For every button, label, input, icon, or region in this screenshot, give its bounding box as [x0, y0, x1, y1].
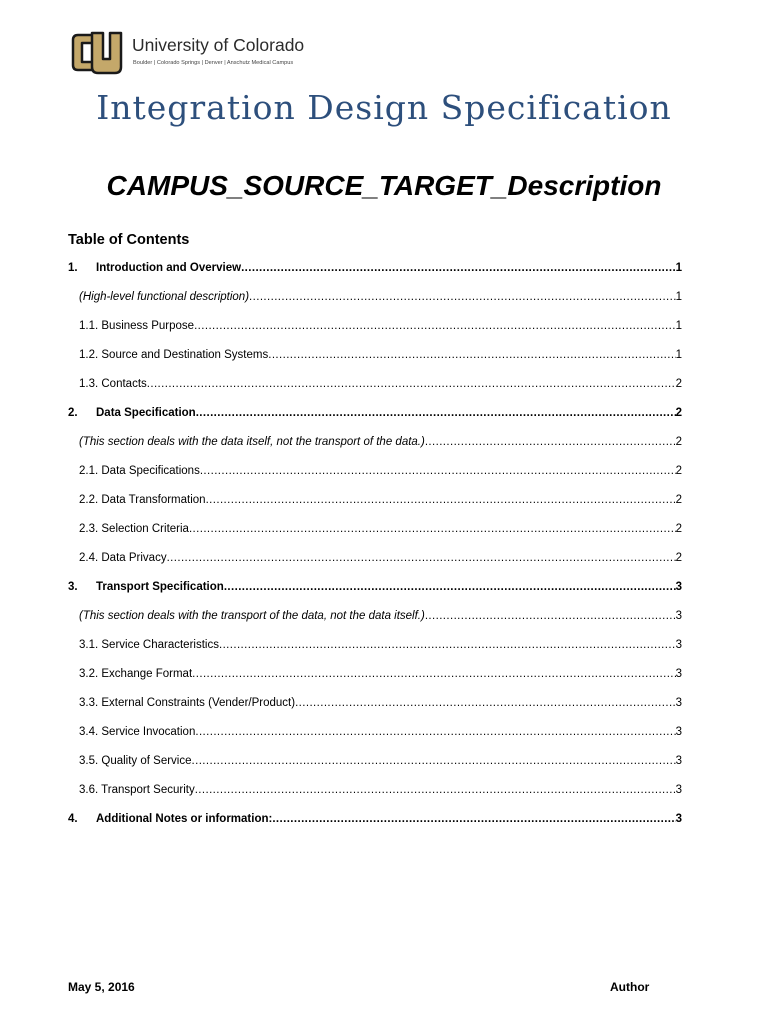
toc-page-number: 3: [675, 784, 682, 796]
university-logo: [70, 29, 330, 77]
toc-page-number: 3: [675, 813, 682, 825]
toc-section-number: 2.: [68, 407, 78, 419]
university-name: University of Colorado: [132, 35, 305, 55]
table-of-contents: [68, 258, 682, 838]
toc-entry-3-1[interactable]: [68, 635, 682, 664]
document-title: Integration Design Specification: [96, 88, 672, 127]
toc-entry-label: 2.3. Selection Criteria: [79, 523, 189, 535]
toc-entry-label: 3.1. Service Characteristics: [79, 639, 219, 651]
toc-page-number: 2: [675, 436, 682, 448]
toc-page-number: 3: [675, 755, 682, 767]
toc-entry-2-1[interactable]: [68, 461, 682, 490]
toc-entry-3-4[interactable]: [68, 722, 682, 751]
toc-entry-3-6[interactable]: [68, 780, 682, 809]
toc-entry-label: 1.1. Business Purpose: [79, 320, 195, 332]
toc-page-number: 3: [675, 610, 682, 622]
toc-entry-label: 1.2. Source and Destination Systems: [79, 349, 269, 361]
toc-entry-label: 3.2. Exchange Format: [79, 668, 193, 680]
toc-entry-label: (This section deals with the transport of the data, not the data itself.): [79, 610, 425, 622]
toc-entry-label: Additional Notes or information:: [96, 813, 273, 825]
toc-section-number: 4.: [68, 813, 78, 825]
toc-entry-1-1[interactable]: [68, 316, 682, 345]
toc-page-number: 3: [675, 639, 682, 651]
toc-page-number: 3: [675, 697, 682, 709]
toc-section-number: 1.: [68, 262, 78, 274]
toc-page-number: 3: [675, 726, 682, 738]
toc-heading: Table of Contents: [68, 232, 190, 248]
toc-page-number: 2: [675, 494, 682, 506]
toc-page-number: 2: [675, 378, 682, 390]
toc-entry-label: 2.1. Data Specifications: [79, 465, 200, 477]
toc-page-number: 2: [675, 552, 682, 564]
toc-entry-label: 3.5. Quality of Service: [79, 755, 192, 767]
footer-author: Author: [610, 980, 650, 994]
toc-entry-3-5[interactable]: [68, 751, 682, 780]
toc-entry-label: (High-level functional description): [79, 291, 250, 303]
toc-page-number: 1: [675, 320, 682, 332]
toc-entry-section-1[interactable]: [68, 258, 682, 287]
toc-entry-label: 3.6. Transport Security: [79, 784, 195, 796]
toc-entry-section-2[interactable]: [68, 403, 682, 432]
toc-entry-1-2[interactable]: [68, 345, 682, 374]
toc-page-number: 1: [675, 291, 682, 303]
toc-page-number: 2: [675, 465, 682, 477]
toc-page-number: 3: [675, 668, 682, 680]
document-subtitle: CAMPUS_SOURCE_TARGET_Description: [106, 170, 662, 201]
footer-date: May 5, 2016: [68, 980, 135, 994]
toc-entry-3-3[interactable]: [68, 693, 682, 722]
toc-entry-2-4[interactable]: [68, 548, 682, 577]
toc-entry-label: 2.4. Data Privacy: [79, 552, 167, 564]
toc-entry-1-3[interactable]: [68, 374, 682, 403]
toc-entry-3-2[interactable]: [68, 664, 682, 693]
toc-entry-label: Transport Specification: [96, 581, 224, 593]
toc-entry-note[interactable]: [68, 606, 682, 635]
toc-entry-label: Introduction and Overview: [96, 262, 242, 274]
toc-page-number: 2: [675, 407, 682, 419]
toc-page-number: 3: [675, 581, 682, 593]
toc-entry-2-2[interactable]: [68, 490, 682, 519]
toc-entry-label: Data Specification: [96, 407, 196, 419]
toc-entry-label: (This section deals with the data itself, not the transport of the data.): [79, 436, 425, 448]
toc-section-number: 3.: [68, 581, 78, 593]
toc-page-number: 1: [675, 262, 682, 274]
cu-logo-icon: [70, 29, 124, 77]
toc-entry-section-4[interactable]: [68, 809, 682, 838]
toc-page-number: 2: [675, 523, 682, 535]
toc-entry-label: 3.4. Service Invocation: [79, 726, 196, 738]
toc-entry-label: 1.3. Contacts: [79, 378, 147, 390]
toc-entry-label: 3.3. External Constraints (Vender/Product): [79, 697, 296, 709]
toc-page-number: 1: [675, 349, 682, 361]
toc-entry-section-3[interactable]: [68, 577, 682, 606]
toc-entry-label: 2.2. Data Transformation: [79, 494, 206, 506]
toc-entry-2-3[interactable]: [68, 519, 682, 548]
toc-entry-note[interactable]: [68, 432, 682, 461]
campus-list: Boulder | Colorado Springs | Denver | Anschutz Medical Campus: [133, 60, 294, 66]
toc-entry-note[interactable]: [68, 287, 682, 316]
